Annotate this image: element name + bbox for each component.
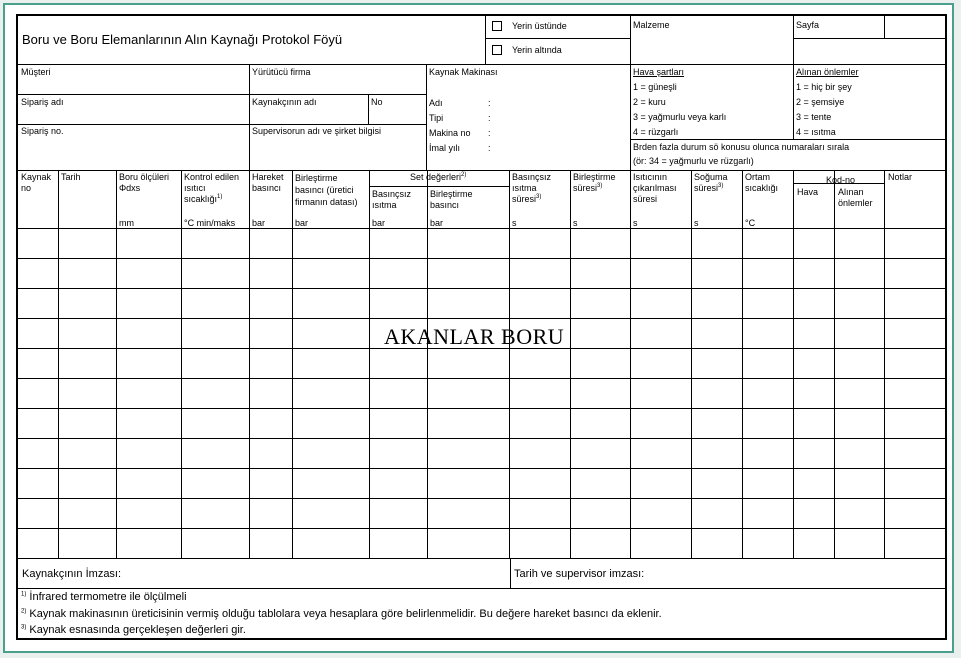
col-notes: Notlar	[888, 172, 913, 182]
below-ground-checkbox[interactable]	[492, 45, 502, 55]
col-heat-time: Basınçsız ısıtma süresi$^{3)}$	[512, 172, 552, 204]
measures-item: 3 = tente	[796, 112, 832, 122]
unit-pipe-dims: mm	[119, 218, 134, 228]
col-ambient-temp: Ortam sıcaklığı	[745, 172, 779, 193]
unit-set-heat: bar	[372, 218, 386, 228]
unit-heat-time: s	[512, 218, 517, 228]
col-code-measures: Alınan önlemler	[838, 187, 873, 208]
col-joining-pressure: Birleştirme basıncı (üretici firmanın datası)	[295, 173, 358, 207]
unit-heater-temp: °C min/maks	[184, 218, 236, 228]
col-weld-no: Kaynak no	[21, 172, 52, 193]
measures-item: 2 = şemsiye	[796, 97, 845, 107]
weather-item: 4 = rüzgarlı	[633, 127, 679, 137]
footnote-2: $^{2)}$ Kaynak makinasının üreticisinin vermiş olduğu tablolara veya hesaplara göre belirlenmelidir. Bu değere hareket basıncı da eklenir.	[21, 608, 662, 620]
machine-heading: Kaynak Makinası	[429, 67, 498, 77]
col-code-weather: Hava	[797, 187, 819, 197]
weather-item: 1 = güneşli	[633, 82, 677, 92]
unit-drag-pressure: bar	[252, 218, 266, 228]
grid-line	[793, 183, 884, 184]
measures-item: 1 = hiç bir şey	[796, 82, 852, 92]
unit-set-join: bar	[430, 218, 444, 228]
col-pipe-dims: Boru ölçüleri Φdxs	[119, 172, 170, 193]
col-drag-pressure: Hareket basıncı	[252, 172, 284, 193]
combination-example: (ör: 34 = yağmurlu ve rüzgarlı)	[633, 156, 754, 166]
above-ground-checkbox[interactable]	[492, 21, 502, 31]
grid-line	[18, 318, 947, 319]
grid-line	[18, 498, 947, 499]
weather-item: 2 = kuru	[633, 97, 666, 107]
welder-no-label: No	[371, 97, 383, 107]
footnote-1: $^{1)}$ İnfrared termometre ile ölçülmeli	[21, 591, 187, 603]
welder-name-label: Kaynakçının adı	[252, 97, 317, 107]
col-heater-temp: Kontrol edilen ısıtıcı sıcaklığı$^{1)}$	[184, 172, 240, 204]
grid-line	[18, 408, 947, 409]
form-title: Boru ve Boru Elemanlarının Alın Kaynağı Protokol Föyü	[22, 32, 343, 47]
order-name-label: Sipariş adı	[21, 97, 64, 107]
welder-signature-label: Kaynakçının İmzası:	[22, 568, 122, 580]
grid-line	[18, 258, 947, 259]
grid-line	[18, 438, 947, 439]
grid-line	[369, 186, 509, 187]
supervisor-signature-label: Tarih ve supervisor imzası:	[514, 568, 645, 580]
unit-cooling-time: s	[694, 218, 699, 228]
protocol-sheet	[16, 14, 947, 640]
measures-item: 4 = ısıtma	[796, 127, 836, 137]
grid-line	[18, 558, 947, 559]
col-heater-removal: Isıtıcının çıkarılması süresi	[633, 172, 677, 204]
unit-heater-removal: s	[633, 218, 638, 228]
combination-note: Brden fazla durum sö konusu olunca numaraları sırala	[633, 142, 850, 152]
weather-item: 3 = yağmurlu veya karlı	[633, 112, 727, 122]
machine-name-label: Adı	[429, 98, 443, 108]
unit-ambient-temp: °C	[745, 218, 756, 228]
col-code-no: Kod-no	[826, 175, 856, 185]
machine-no-colon: :	[488, 128, 491, 138]
contractor-label: Yürütücü firma	[252, 67, 311, 77]
col-join-time: Birleştirme süresi$^{3)}$	[573, 172, 616, 193]
grid-line	[18, 528, 947, 529]
grid-line	[18, 468, 947, 469]
grid-line	[18, 228, 947, 229]
machine-type-colon: :	[488, 113, 491, 123]
col-set-join: Birleştirme basıncı	[430, 189, 473, 210]
unit-joining-pressure: bar	[295, 218, 309, 228]
grid-line	[18, 378, 947, 379]
below-ground-label: Yerin altında	[512, 45, 562, 55]
grid-line	[18, 288, 947, 289]
unit-join-time: s	[573, 218, 578, 228]
machine-no-label: Makina no	[429, 128, 471, 138]
page-label: Sayfa	[796, 20, 820, 30]
material-label: Malzeme	[633, 20, 670, 30]
customer-label: Müşteri	[21, 67, 51, 77]
weather-heading: Hava şartları	[633, 67, 685, 77]
machine-year-label: İmal yılı	[429, 143, 461, 153]
machine-name-colon: :	[488, 98, 491, 108]
col-set-heat: Basınçsız ısıtma	[372, 189, 412, 210]
order-no-label: Sipariş no.	[21, 126, 64, 136]
machine-year-colon: :	[488, 143, 491, 153]
col-date: Tarih	[61, 172, 81, 182]
above-ground-label: Yerin üstünde	[512, 21, 567, 31]
machine-type-label: Tipi	[429, 113, 444, 123]
supervisor-label: Supervisorun adı ve şirket bilgisi	[252, 126, 382, 136]
col-cooling-time: Soğuma süresi$^{3)}$	[694, 172, 728, 193]
watermark-text: AKANLAR BORU	[384, 324, 565, 349]
footnote-3: $^{3)}$ Kaynak esnasında gerçekleşen değerleri gir.	[21, 624, 246, 636]
measures-heading: Alınan önlemler	[796, 67, 859, 77]
col-set-values: Set değerleri$^{2)}$	[410, 172, 467, 182]
